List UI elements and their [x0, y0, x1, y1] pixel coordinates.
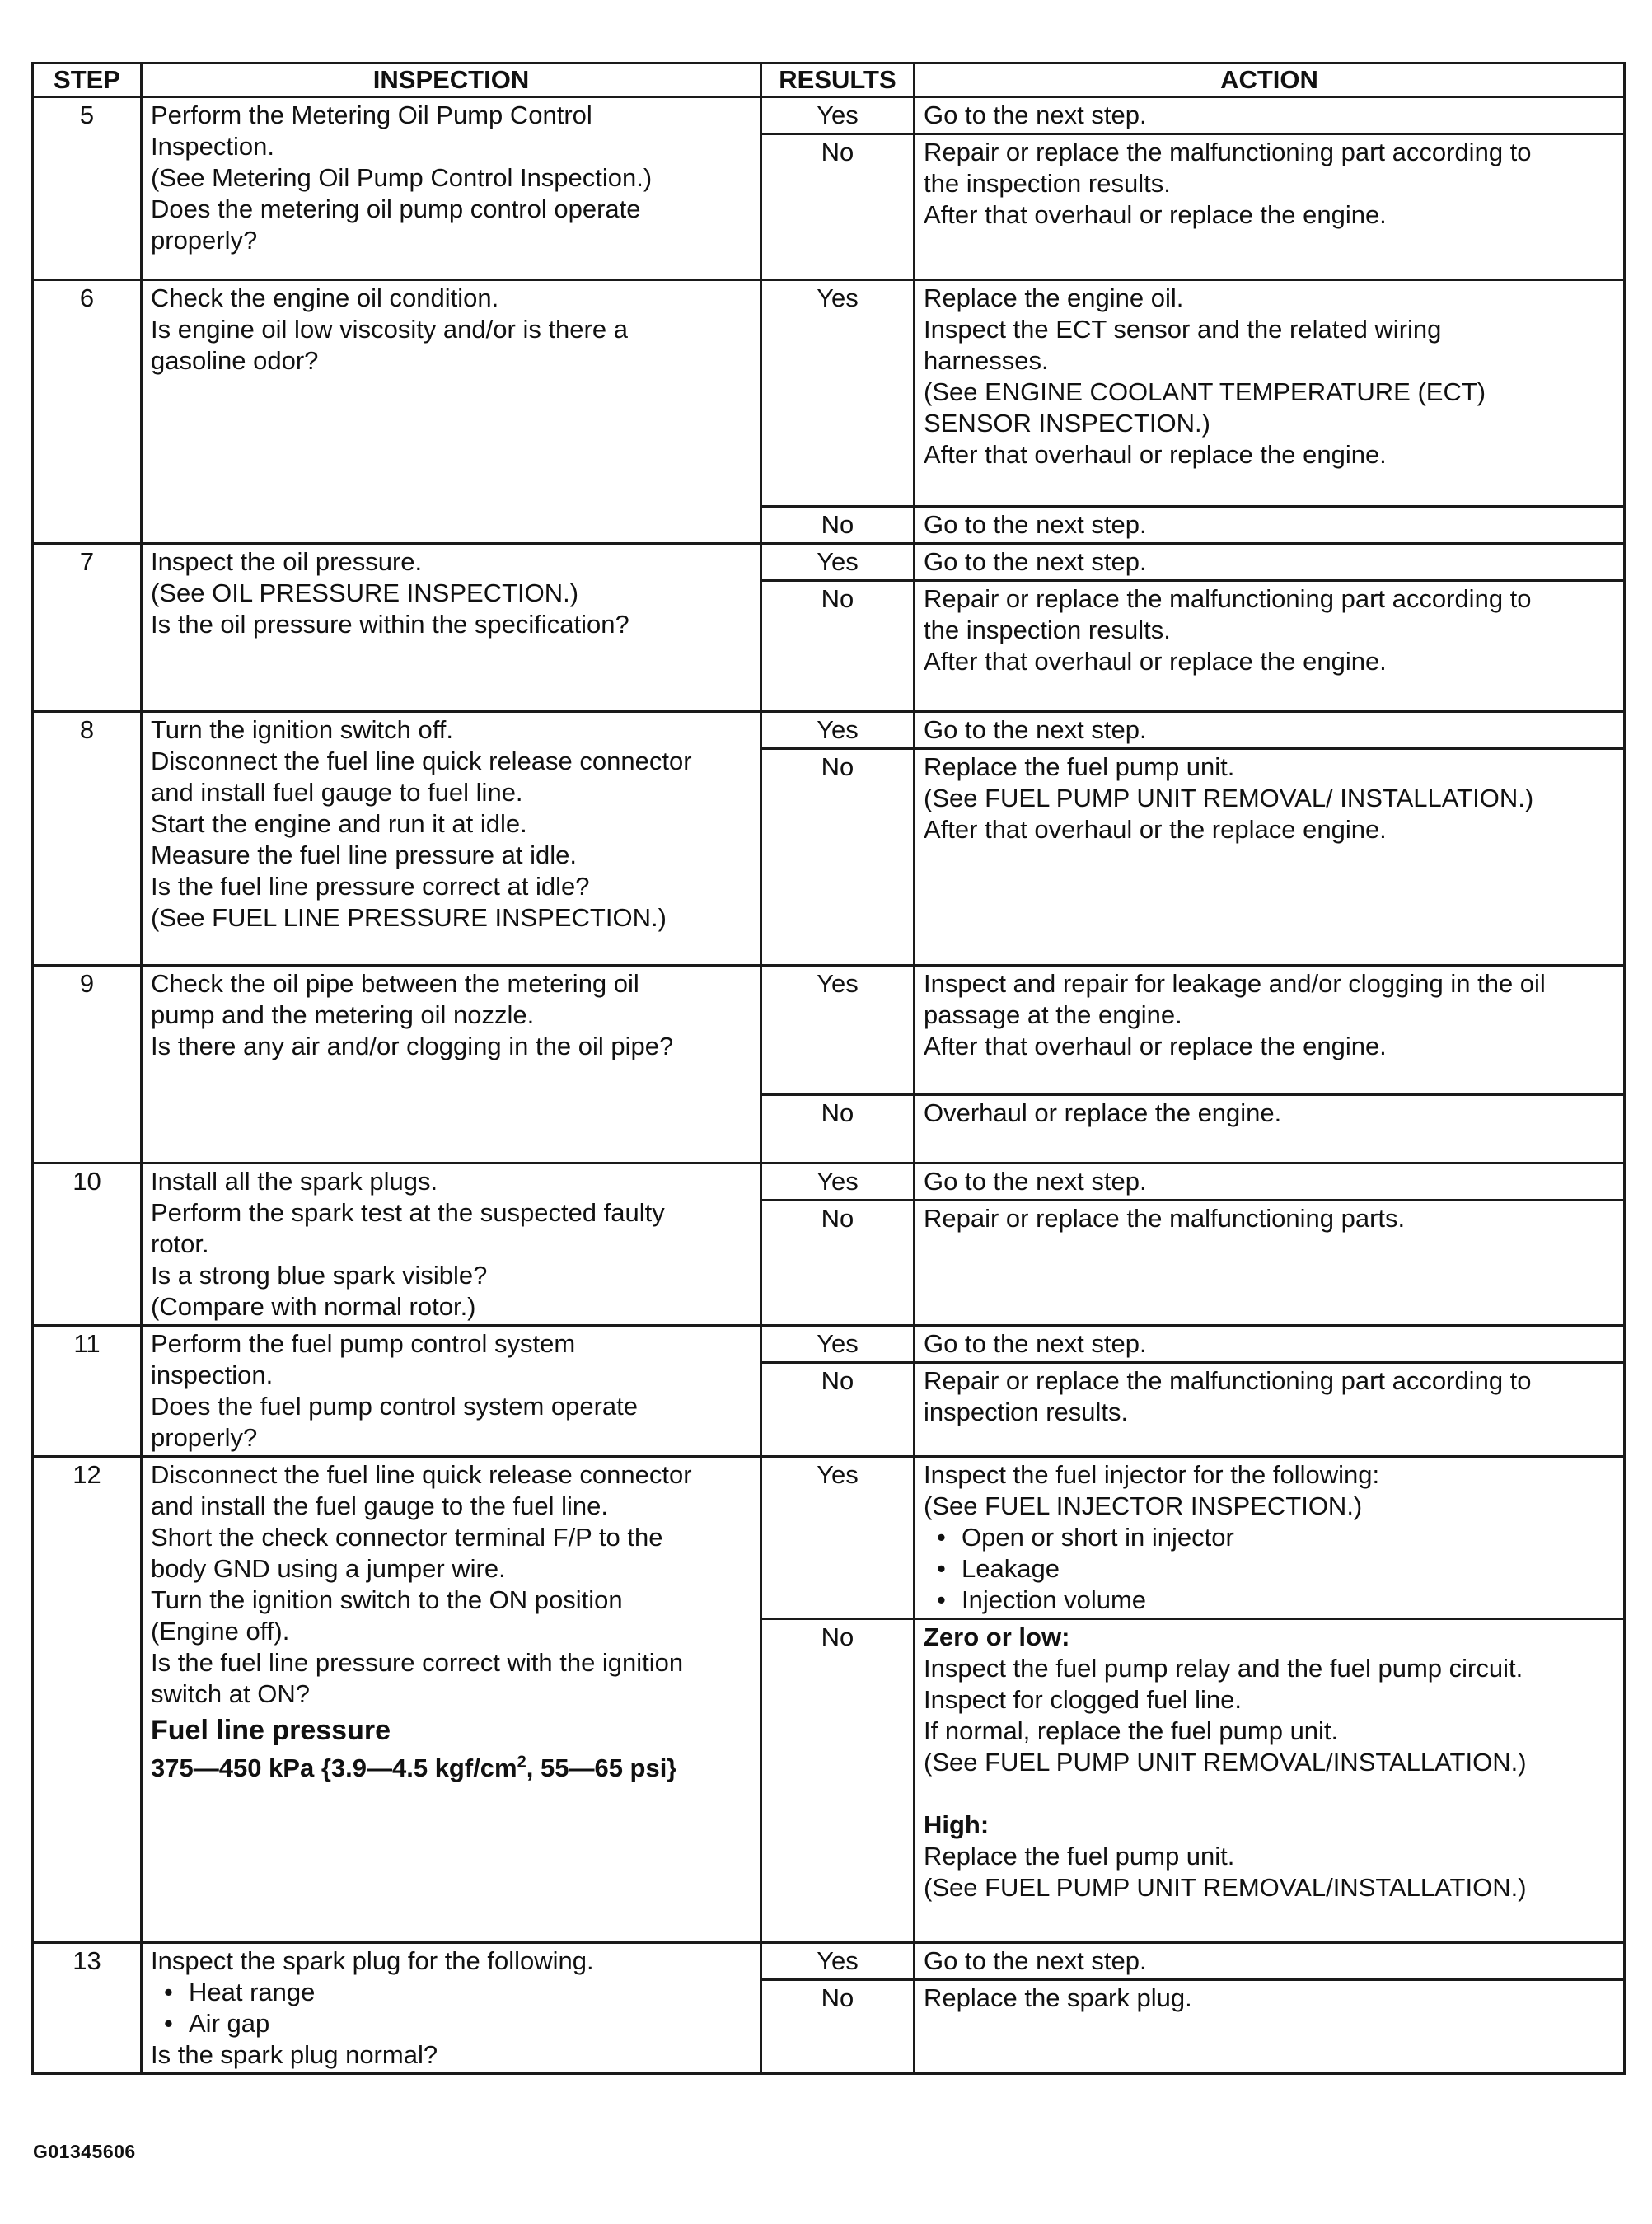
step-number: 7 [33, 544, 142, 712]
action-line: the inspection results. [924, 169, 1171, 198]
action-line: Go to the next step. [924, 510, 1147, 539]
action-yes [915, 1943, 1625, 1980]
inspection-line: properly? [151, 226, 258, 255]
action-line: Go to the next step. [924, 547, 1147, 576]
spec-superscript: 2 [517, 1753, 526, 1772]
table-row [33, 280, 1625, 507]
header-results: RESULTS [761, 63, 915, 97]
action-no [915, 1619, 1625, 1943]
result-no: No [761, 1363, 915, 1457]
inspection-line: (Compare with normal rotor.) [151, 1292, 476, 1321]
action-line: Replace the engine oil. [924, 283, 1184, 312]
step-number: 13 [33, 1943, 142, 2074]
table-row [33, 1326, 1625, 1363]
bullet-text: Open or short in injector [962, 1523, 1234, 1552]
result-no: No [761, 1095, 915, 1164]
inspection-line: Inspection. [151, 132, 274, 161]
header-step: STEP [33, 63, 142, 97]
action-line: Inspect and repair for leakage and/or clogging in the oil [924, 969, 1546, 998]
inspection-line: Is there any air and/or clogging in the oil pipe? [151, 1032, 674, 1060]
table-row [33, 966, 1625, 1095]
inspection-line: and install the fuel gauge to the fuel line. [151, 1491, 608, 1520]
action-line: Inspect for clogged fuel line. [924, 1685, 1243, 1714]
action-no [915, 1363, 1625, 1457]
action-line: Go to the next step. [924, 1329, 1147, 1358]
action-yes [915, 544, 1625, 581]
inspection-line: (See FUEL LINE PRESSURE INSPECTION.) [151, 903, 667, 932]
result-no: No [761, 1980, 915, 2074]
inspection-line: rotor. [151, 1229, 209, 1258]
action-line: Replace the fuel pump unit. [924, 752, 1235, 781]
spacer [924, 1778, 1615, 1810]
action-line: SENSOR INSPECTION.) [924, 409, 1210, 438]
inspection-line: (Engine off). [151, 1617, 290, 1646]
inspection-line: switch at ON? [151, 1679, 310, 1708]
step-number: 6 [33, 280, 142, 544]
result-no: No [761, 134, 915, 280]
table-row [33, 712, 1625, 749]
action-line: Go to the next step. [924, 1167, 1147, 1196]
inspection-line: and install fuel gauge to fuel line. [151, 778, 523, 807]
header-row [33, 63, 1625, 97]
action-line: (See FUEL INJECTOR INSPECTION.) [924, 1491, 1363, 1520]
inspection-line: Perform the Metering Oil Pump Control [151, 101, 592, 129]
inspection-line: Turn the ignition switch to the ON position [151, 1585, 623, 1614]
inspection-line: properly? [151, 1423, 258, 1452]
action-yes [915, 1457, 1625, 1619]
table-row [33, 1457, 1625, 1619]
inspection-cell [142, 966, 761, 1164]
bullet-text: Leakage [962, 1554, 1060, 1583]
inspection-line: Is the spark plug normal? [151, 2040, 438, 2069]
action-line: (See FUEL PUMP UNIT REMOVAL/ INSTALLATION.) [924, 784, 1534, 812]
result-yes: Yes [761, 712, 915, 749]
inspection-cell [142, 1164, 761, 1326]
inspection-bullet-item [151, 2008, 751, 2039]
inspection-line: pump and the metering oil nozzle. [151, 1000, 535, 1029]
action-no [915, 1980, 1625, 2074]
inspection-line: Inspect the spark plug for the following. [151, 1946, 594, 1975]
result-yes: Yes [761, 966, 915, 1095]
inspection-line: Short the check connector terminal F/P to the [151, 1523, 663, 1552]
inspection-line: Does the metering oil pump control operate [151, 194, 641, 223]
action-no [915, 1201, 1625, 1326]
bullet-icon: • [937, 1523, 946, 1552]
action-line: harnesses. [924, 346, 1049, 375]
header-inspection: INSPECTION [142, 63, 761, 97]
action-line: (See FUEL PUMP UNIT REMOVAL/INSTALLATION.) [924, 1873, 1527, 1902]
bullet-icon: • [937, 1585, 946, 1614]
action-bullet-item [924, 1585, 1615, 1616]
inspection-line: Is a strong blue spark visible? [151, 1261, 488, 1290]
result-yes: Yes [761, 1164, 915, 1201]
result-no: No [761, 1619, 915, 1943]
bullet-text: Air gap [189, 2009, 270, 2038]
inspection-bullet-item [151, 1977, 751, 2008]
action-line: Go to the next step. [924, 101, 1147, 129]
action-subheading: Zero or low: [924, 1622, 1070, 1651]
table-row [33, 1164, 1625, 1201]
inspection-line: body GND using a jumper wire. [151, 1554, 506, 1583]
spec-title: Fuel line pressure [151, 1715, 391, 1746]
inspection-line: (See Metering Oil Pump Control Inspection.) [151, 163, 653, 192]
action-line: Replace the fuel pump unit. [924, 1842, 1235, 1871]
inspection-cell [142, 97, 761, 280]
diagnostic-table [31, 62, 1626, 2075]
result-no: No [761, 749, 915, 966]
step-number: 8 [33, 712, 142, 966]
action-line: If normal, replace the fuel pump unit. [924, 1716, 1339, 1745]
inspection-line: Is the fuel line pressure correct with the ignition [151, 1648, 684, 1677]
inspection-line: Turn the ignition switch off. [151, 715, 454, 744]
action-yes [915, 1164, 1625, 1201]
spec-value-b: , 55—65 psi} [526, 1753, 677, 1782]
action-subheading: High: [924, 1810, 990, 1839]
action-line: After that overhaul or replace the engine. [924, 1032, 1387, 1060]
table-row [33, 544, 1625, 581]
action-yes [915, 1326, 1625, 1363]
action-line: Inspect the ECT sensor and the related wiring [924, 315, 1442, 344]
action-line: (See ENGINE COOLANT TEMPERATURE (ECT) [924, 377, 1486, 406]
action-line: Repair or replace the malfunctioning parts. [924, 1204, 1406, 1233]
inspection-line: Perform the spark test at the suspected faulty [151, 1198, 665, 1227]
inspection-line: Check the oil pipe between the metering oil [151, 969, 639, 998]
result-yes: Yes [761, 544, 915, 581]
action-yes [915, 280, 1625, 507]
header-action: ACTION [915, 63, 1625, 97]
action-line: After that overhaul or replace the engine. [924, 647, 1387, 676]
action-yes [915, 966, 1625, 1095]
action-no [915, 581, 1625, 712]
action-line: Overhaul or replace the engine. [924, 1098, 1282, 1127]
inspection-line: Start the engine and run it at idle. [151, 809, 527, 838]
inspection-line: (See OIL PRESSURE INSPECTION.) [151, 578, 579, 607]
bullet-text: Injection volume [962, 1585, 1147, 1614]
action-line: Repair or replace the malfunctioning part according to [924, 138, 1532, 166]
step-number: 10 [33, 1164, 142, 1326]
action-yes [915, 712, 1625, 749]
action-line: After that overhaul or replace the engine. [924, 440, 1387, 469]
inspection-cell [142, 280, 761, 544]
step-number: 5 [33, 97, 142, 280]
result-no: No [761, 1201, 915, 1326]
inspection-cell [142, 1943, 761, 2074]
action-line: the inspection results. [924, 616, 1171, 644]
result-no: No [761, 507, 915, 544]
spec-value-a: 375—450 kPa {3.9—4.5 kgf/cm [151, 1753, 517, 1782]
inspection-line: inspection. [151, 1360, 274, 1389]
inspection-line: Check the engine oil condition. [151, 283, 499, 312]
bullet-icon: • [937, 1554, 946, 1583]
inspection-line: Disconnect the fuel line quick release connector [151, 747, 692, 775]
action-line: Replace the spark plug. [924, 1983, 1192, 2012]
inspection-line: Perform the fuel pump control system [151, 1329, 576, 1358]
action-bullet-item [924, 1553, 1615, 1585]
inspection-cell [142, 1326, 761, 1457]
inspection-line: Is the oil pressure within the specification? [151, 610, 629, 639]
figure-id: G01345606 [33, 2141, 136, 2162]
table-row [33, 97, 1625, 134]
action-bullet-item [924, 1522, 1615, 1553]
action-line: inspection results. [924, 1398, 1129, 1426]
action-yes [915, 97, 1625, 134]
step-number: 12 [33, 1457, 142, 1943]
bullet-text: Heat range [189, 1978, 316, 2006]
action-line: Go to the next step. [924, 1946, 1147, 1975]
action-line: After that overhaul or the replace engine. [924, 815, 1387, 844]
action-no [915, 134, 1625, 280]
bullet-icon: • [164, 2009, 173, 2038]
step-number: 11 [33, 1326, 142, 1457]
action-line: (See FUEL PUMP UNIT REMOVAL/INSTALLATION.) [924, 1748, 1527, 1777]
result-yes: Yes [761, 280, 915, 507]
action-line: Inspect the fuel injector for the following: [924, 1460, 1380, 1489]
action-line: Go to the next step. [924, 715, 1147, 744]
inspection-cell [142, 712, 761, 966]
table-row [33, 1943, 1625, 1980]
inspection-line: Measure the fuel line pressure at idle. [151, 840, 577, 869]
action-line: passage at the engine. [924, 1000, 1182, 1029]
inspection-line: Inspect the oil pressure. [151, 547, 423, 576]
inspection-line: Is engine oil low viscosity and/or is there a [151, 315, 628, 344]
inspection-cell [142, 544, 761, 712]
step-number: 9 [33, 966, 142, 1164]
result-yes: Yes [761, 1457, 915, 1619]
inspection-line: Does the fuel pump control system operate [151, 1392, 639, 1421]
inspection-cell [142, 1457, 761, 1943]
action-no [915, 1095, 1625, 1164]
inspection-line: Disconnect the fuel line quick release connector [151, 1460, 692, 1489]
action-line: After that overhaul or replace the engine. [924, 200, 1387, 229]
action-line: Repair or replace the malfunctioning part according to [924, 584, 1532, 613]
result-no: No [761, 581, 915, 712]
action-no [915, 507, 1625, 544]
bullet-icon: • [164, 1978, 173, 2006]
action-line: Inspect the fuel pump relay and the fuel pump circuit. [924, 1654, 1523, 1683]
spec-value [151, 1753, 751, 1784]
action-no [915, 749, 1625, 966]
result-yes: Yes [761, 97, 915, 134]
result-yes: Yes [761, 1943, 915, 1980]
inspection-line: gasoline odor? [151, 346, 319, 375]
inspection-line: Is the fuel line pressure correct at idle? [151, 872, 590, 901]
action-line: Repair or replace the malfunctioning part according to [924, 1366, 1532, 1395]
result-yes: Yes [761, 1326, 915, 1363]
inspection-line: Install all the spark plugs. [151, 1167, 438, 1196]
